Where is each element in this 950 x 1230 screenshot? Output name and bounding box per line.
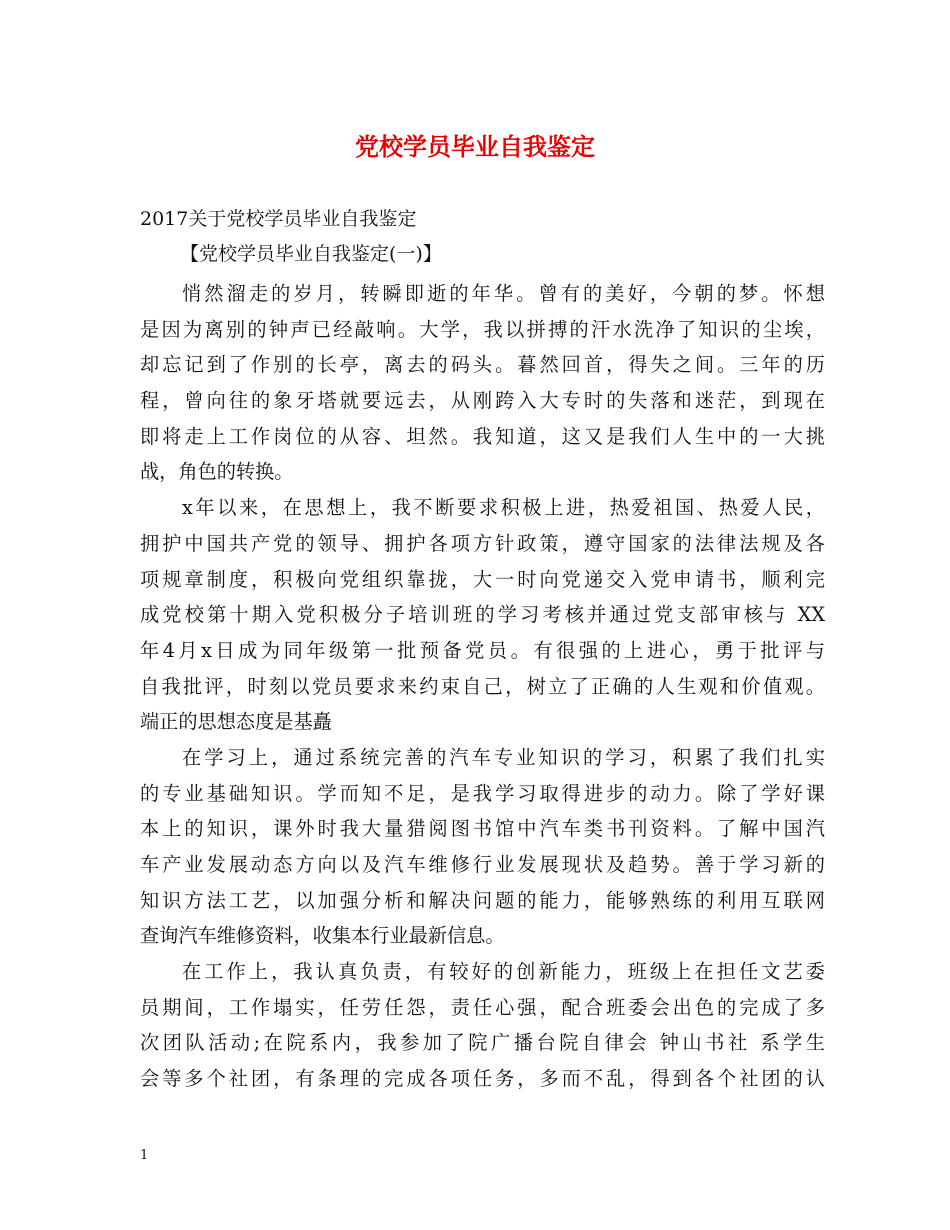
paragraph-3 bbox=[140, 740, 825, 954]
paragraph-line: 悄然溜走的岁月，转瞬即逝的年华。曾有的美好，今朝的梦。怀想 bbox=[182, 282, 825, 305]
paragraph-line: 项规章制度，积极向党组织靠拢，大一时向党递交入党申请书，顺利完 bbox=[140, 567, 825, 591]
paragraph-line: 拥护中国共产党的领导、拥护各项方针政策，遵守国家的法律法规及各 bbox=[140, 531, 825, 555]
page-number: 1 bbox=[140, 1148, 149, 1163]
paragraph-2 bbox=[140, 490, 825, 740]
paragraph-line: 年4月x日成为同年级第一批预备党员。有很强的上进心，勇于批评与 bbox=[140, 638, 825, 662]
paragraph-line: 车产业发展动态方向以及汽车维修行业发展现状及趋势。善于学习新的 bbox=[140, 853, 825, 876]
paragraph-line: 会等多个社团，有条理的完成各项任务，多而不乱，得到各个社团的认 bbox=[140, 1067, 825, 1091]
paragraph-1 bbox=[140, 276, 825, 490]
paragraph-line: 本上的知识，课外时我大量猎阅图书馆中汽车类书刊资料。了解中国汽 bbox=[140, 817, 825, 841]
paragraph-line: 却忘记到了作别的长亭，离去的码头。暮然回首，得失之间。三年的历 bbox=[140, 353, 825, 377]
section-heading: 【党校学员毕业自我鉴定(一)】 bbox=[180, 243, 442, 265]
paragraph-line: 次团队活动;在院系内，我参加了院广播台院自律会 钟山书社 系学生 bbox=[140, 1031, 825, 1055]
paragraph-4 bbox=[140, 954, 825, 1097]
document-subtitle: 2017关于党校学员毕业自我鉴定 bbox=[140, 208, 417, 230]
paragraph-line: 成党校第十期入党积极分子培训班的学习考核并通过党支部审核与 XX bbox=[140, 603, 825, 627]
paragraph-line: 端正的思想态度是基矗 bbox=[140, 710, 332, 734]
paragraph-line: x年以来，在思想上，我不断要求积极上进，热爱祖国、热爱人民， bbox=[182, 496, 825, 520]
paragraph-line: 是因为离别的钟声已经敲响。大学，我以拼搏的汗水洗净了知识的尘埃， bbox=[140, 317, 825, 341]
paragraph-line: 员期间，工作塌实，任劳任怨，责任心强，配合班委会出色的完成了多 bbox=[140, 995, 825, 1019]
paragraph-line: 程，曾向往的象牙塔就要远去，从刚跨入大专时的失落和迷茫，到现在 bbox=[140, 389, 825, 413]
paragraph-line: 查询汽车维修资料，收集本行业最新信息。 bbox=[140, 924, 505, 948]
page-title: 党校学员毕业自我鉴定 bbox=[355, 132, 595, 161]
paragraph-line: 在学习上，通过系统完善的汽车专业知识的学习，积累了我们扎实 bbox=[182, 745, 825, 769]
paragraph-line: 在工作上，我认真负责，有较好的创新能力，班级上在担任文艺委 bbox=[182, 960, 825, 984]
paragraph-line: 即将走上工作岗位的从容、坦然。我知道，这又是我们人生中的一大挑 bbox=[140, 424, 825, 448]
paragraph-line: 自我批评，时刻以党员要求来约束自己，树立了正确的人生观和价值观。 bbox=[140, 674, 825, 698]
body-text bbox=[140, 276, 825, 1097]
paragraph-line: 知识方法工艺，以加强分析和解决问题的能力，能够熟练的利用互联网 bbox=[140, 888, 825, 912]
paragraph-line: 战，角色的转换。 bbox=[140, 460, 294, 484]
paragraph-line: 的专业基础知识。学而知不足，是我学习取得进步的动力。除了学好课 bbox=[140, 781, 825, 805]
